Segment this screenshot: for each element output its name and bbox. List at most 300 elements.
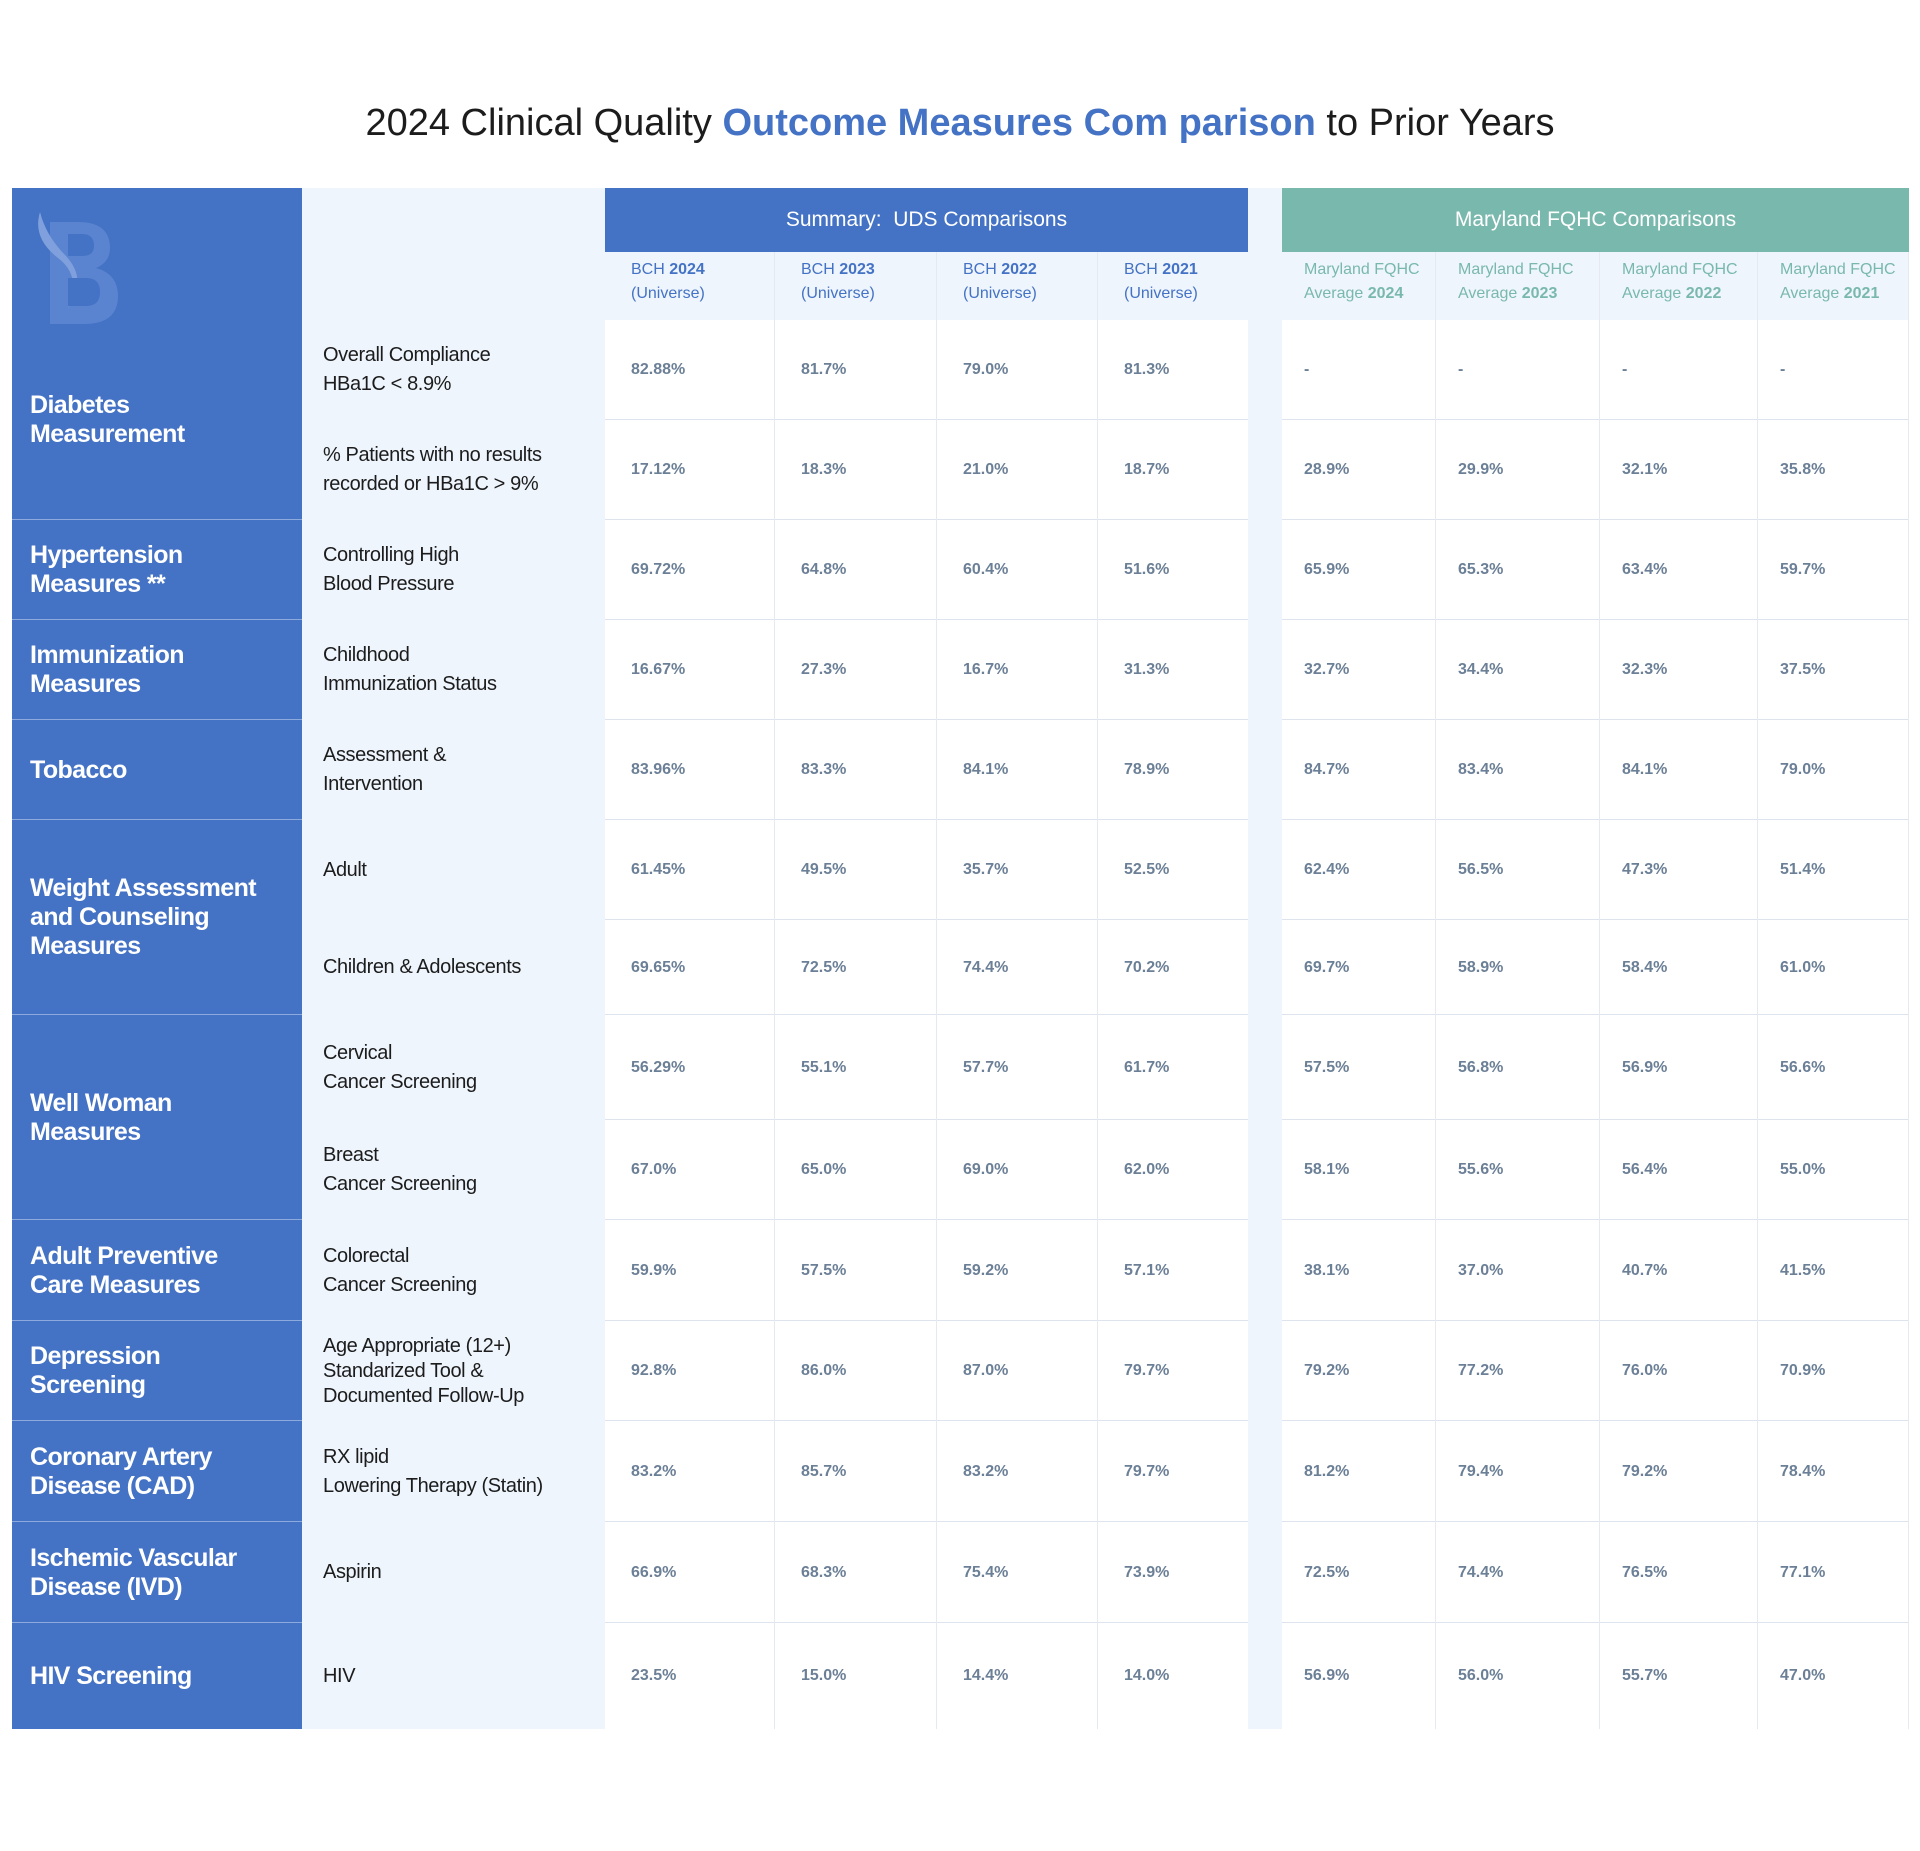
md-value-cell [1758, 1321, 1909, 1421]
cell-value: 84.1% [1622, 761, 1668, 778]
md-value-cell [1758, 420, 1909, 520]
cell-value: - [1622, 361, 1628, 378]
cell-value: 81.7% [801, 361, 847, 378]
column-header-label: Average [1458, 285, 1522, 302]
measure-label-text [323, 856, 367, 885]
md-column-header-2022 [1600, 252, 1758, 320]
measure-label [302, 920, 605, 1015]
md-value-cell [1758, 1421, 1909, 1522]
md-value-cell [1758, 320, 1909, 420]
cell-value: 59.9% [631, 1261, 677, 1279]
title-highlight: Outcome Measures Com parison [722, 102, 1316, 144]
cell-value: 32.7% [1304, 661, 1350, 678]
cell-value: 31.3% [1124, 661, 1170, 678]
measure-label [302, 820, 605, 920]
measure-label-text [323, 1334, 524, 1409]
category-label-text [30, 1544, 237, 1602]
cell-value: 62.0% [1124, 1161, 1170, 1178]
column-header-suffix: (Universe) [963, 285, 1037, 302]
cell-value: 78.9% [1124, 761, 1170, 778]
category-label [12, 1321, 302, 1421]
md-column-header-2024 [1282, 252, 1436, 320]
measure-line: Controlling High [323, 544, 459, 566]
cell-value: 68.3% [801, 1563, 847, 1581]
measure-line: Aspirin [323, 1561, 382, 1583]
column-header-year: 2024 [1367, 285, 1404, 302]
row-divider [605, 1219, 1248, 1220]
row-divider [1282, 719, 1909, 720]
cell-value: 61.7% [1124, 1058, 1170, 1076]
measure-line: HBa1C < 8.9% [323, 373, 452, 395]
md-value-cell [1600, 920, 1758, 1015]
md-value-cell [1758, 1120, 1909, 1220]
cell-value: 56.6% [1780, 1058, 1826, 1076]
md-value-cell [1282, 1421, 1436, 1522]
measure-line: Lowering Therapy (Statin) [323, 1474, 543, 1497]
md-value-cell [1600, 1522, 1758, 1623]
md-value-cell [1600, 1220, 1758, 1321]
md-value-cell [1600, 320, 1758, 420]
uds-value-cell [1098, 820, 1248, 920]
measure-line: Children & Adolescents [323, 956, 521, 978]
category-label-text [30, 1342, 160, 1400]
row-divider [605, 719, 1248, 720]
measure-label [302, 1522, 605, 1623]
uds-value-cell [605, 1120, 775, 1220]
row-divider [605, 1320, 1248, 1321]
column-header-line [963, 258, 1098, 282]
uds-value-cell [937, 620, 1098, 720]
uds-value-cell [775, 920, 937, 1015]
md-value-cell [1758, 1015, 1909, 1120]
md-value-cell [1600, 820, 1758, 920]
md-value-cell [1600, 720, 1758, 820]
measure-line: Immunization Status [323, 673, 497, 695]
category-line: Measures [30, 1117, 141, 1146]
column-header-prefix: Maryland FQHC [1780, 261, 1896, 278]
column-header-line [1304, 282, 1436, 306]
cell-value: 69.72% [631, 561, 686, 578]
column-divider [1757, 252, 1758, 1729]
cell-value: 69.0% [963, 1161, 1009, 1178]
md-value-cell [1436, 520, 1600, 620]
md-value-cell [1758, 1623, 1909, 1729]
category-line: Depression [30, 1342, 161, 1370]
column-header-line [1458, 282, 1600, 306]
category-divider [12, 1219, 302, 1220]
md-value-cell [1758, 920, 1909, 1015]
measure-label-text [323, 741, 446, 799]
column-divider [1599, 252, 1600, 1729]
md-value-cell [1600, 1015, 1758, 1120]
category-line: Disease (CAD) [30, 1471, 195, 1500]
category-line: Care Measures [30, 1270, 201, 1299]
measure-label-text [323, 341, 490, 399]
cell-value: 47.3% [1622, 861, 1668, 878]
uds-value-cell [775, 1220, 937, 1321]
category-label [12, 1015, 302, 1220]
cell-value: 86.0% [801, 1362, 847, 1379]
column-header-prefix: BCH [631, 261, 670, 278]
md-value-cell [1436, 1421, 1600, 1522]
column-header-year: 2023 [839, 261, 875, 278]
category-line: Weight Assessment [30, 874, 256, 902]
cell-value: 58.9% [1458, 958, 1504, 976]
column-header-year: 2023 [1521, 285, 1558, 302]
uds-value-cell [937, 1321, 1098, 1421]
category-label [12, 520, 302, 620]
cell-value: 87.0% [963, 1362, 1009, 1379]
cell-value: 56.5% [1458, 861, 1504, 878]
cell-value: 63.4% [1622, 561, 1668, 578]
category-label-text [30, 1443, 212, 1501]
column-header-year: 2021 [1162, 261, 1198, 278]
md-value-cell [1600, 620, 1758, 720]
category-line: Hypertension [30, 541, 183, 569]
cell-value: 41.5% [1780, 1261, 1826, 1279]
column-header-line [1458, 258, 1600, 282]
column-header-label: Average [1780, 285, 1844, 302]
md-value-cell [1282, 920, 1436, 1015]
uds-value-cell [605, 1421, 775, 1522]
column-header-line [1304, 258, 1436, 282]
cell-value: - [1780, 361, 1786, 378]
measure-label [302, 1220, 605, 1321]
cell-value: 78.4% [1780, 1462, 1826, 1480]
measure-line: Breast [323, 1144, 379, 1166]
md-value-cell [1600, 1120, 1758, 1220]
md-value-cell [1600, 1321, 1758, 1421]
category-divider [12, 1320, 302, 1321]
column-header-prefix: Maryland FQHC [1458, 261, 1574, 278]
md-value-cell [1758, 720, 1909, 820]
uds-column-header-2021 [1098, 252, 1248, 320]
uds-value-cell [1098, 1522, 1248, 1623]
cell-value: 57.7% [963, 1058, 1009, 1076]
cell-value: 79.0% [1780, 761, 1826, 778]
md-value-cell [1600, 520, 1758, 620]
uds-value-cell [775, 520, 937, 620]
row-divider [1282, 619, 1909, 620]
category-label [12, 820, 302, 1015]
uds-value-cell [1098, 1120, 1248, 1220]
row-divider [1282, 1219, 1909, 1220]
category-divider [12, 1014, 302, 1015]
uds-value-cell [605, 720, 775, 820]
uds-value-cell [775, 720, 937, 820]
cell-value: 56.0% [1458, 1667, 1504, 1684]
row-divider [605, 1119, 1248, 1120]
cell-value: 76.5% [1622, 1563, 1668, 1581]
category-divider [12, 1521, 302, 1522]
uds-value-cell [1098, 1321, 1248, 1421]
uds-value-cell [937, 1120, 1098, 1220]
measure-line: Adult [323, 858, 367, 881]
cell-value: 74.4% [963, 958, 1009, 976]
row-divider [1282, 1014, 1909, 1015]
cell-value: 47.0% [1780, 1667, 1826, 1684]
column-header-line [1780, 258, 1909, 282]
cell-value: 28.9% [1304, 461, 1350, 478]
cell-value: 77.1% [1780, 1563, 1826, 1581]
category-label-text [30, 391, 185, 449]
column-header-year: 2021 [1843, 285, 1880, 302]
cell-value: 55.6% [1458, 1161, 1504, 1178]
column-header-line [963, 282, 1098, 306]
cell-value: 37.0% [1458, 1261, 1504, 1279]
md-value-cell [1282, 520, 1436, 620]
cell-value: 79.0% [963, 361, 1009, 378]
column-header-line [1622, 258, 1758, 282]
category-line: Ischemic Vascular [30, 1543, 237, 1572]
cell-value: 57.5% [1304, 1058, 1350, 1076]
cell-value: 59.2% [963, 1261, 1009, 1279]
cell-value: - [1304, 361, 1310, 378]
md-value-cell [1436, 620, 1600, 720]
uds-value-cell [1098, 520, 1248, 620]
md-column-header-2021 [1758, 252, 1909, 320]
category-line: Well Woman [30, 1088, 172, 1117]
measure-label [302, 1015, 605, 1120]
md-value-cell [1436, 1522, 1600, 1623]
cell-value: 34.4% [1458, 661, 1504, 678]
uds-value-cell [775, 420, 937, 520]
md-value-cell [1436, 1623, 1600, 1729]
cell-value: 70.9% [1780, 1362, 1826, 1379]
cell-value: 55.0% [1780, 1161, 1826, 1178]
row-divider [605, 919, 1248, 920]
cell-value: 57.1% [1124, 1261, 1170, 1279]
md-header-label: Maryland FQHC Comparisons [1454, 208, 1737, 231]
uds-column-header-2024 [605, 252, 775, 320]
maryland-comparisons-header [1282, 188, 1909, 252]
md-value-cell [1282, 1015, 1436, 1120]
cell-value: 49.5% [801, 861, 847, 878]
md-value-cell [1282, 1220, 1436, 1321]
row-divider [1282, 519, 1909, 520]
measure-line: Cancer Screening [323, 1173, 477, 1195]
column-header-suffix: (Universe) [631, 285, 705, 302]
measure-label [302, 1321, 605, 1421]
uds-value-cell [605, 420, 775, 520]
uds-value-cell [775, 820, 937, 920]
uds-value-cell [1098, 1421, 1248, 1522]
column-divider [774, 252, 775, 1729]
cell-value: 83.96% [631, 761, 686, 778]
measure-label-text [323, 1242, 477, 1300]
md-value-cell [1436, 320, 1600, 420]
uds-value-cell [937, 1015, 1098, 1120]
uds-value-cell [937, 1220, 1098, 1321]
cell-value: 21.0% [963, 461, 1009, 478]
category-divider [12, 719, 302, 720]
column-header-line [801, 258, 937, 282]
measure-label [302, 420, 605, 520]
column-header-label: Average [1622, 285, 1686, 302]
category-line: Immunization [30, 641, 184, 669]
cell-value: 56.4% [1622, 1161, 1668, 1178]
column-header-prefix: BCH [963, 261, 1002, 278]
measure-label-text [323, 1443, 543, 1501]
row-divider [605, 1014, 1248, 1015]
cell-value: 14.4% [963, 1667, 1009, 1684]
cell-value: 18.7% [1124, 461, 1170, 478]
cell-value: 17.12% [631, 461, 686, 478]
category-divider [12, 1622, 302, 1623]
cell-value: 70.2% [1124, 958, 1170, 976]
md-value-cell [1436, 1120, 1600, 1220]
md-column-header-2023 [1436, 252, 1600, 320]
measure-line: RX lipid [323, 1445, 389, 1468]
measure-line: Overall Compliance [323, 344, 491, 366]
cell-value: 65.3% [1458, 561, 1504, 578]
measure-line: recorded or HBa1C > 9% [323, 473, 539, 495]
column-divider [936, 252, 937, 1729]
md-value-cell [1758, 1522, 1909, 1623]
cell-value: 40.7% [1622, 1261, 1668, 1279]
uds-value-cell [775, 620, 937, 720]
cell-value: 15.0% [801, 1667, 847, 1684]
logo-icon [28, 208, 124, 326]
uds-value-cell [775, 1623, 937, 1729]
measure-line: Childhood [323, 644, 410, 666]
uds-value-cell [775, 1321, 937, 1421]
uds-header-label: Summary: UDS Comparisons [785, 208, 1068, 231]
category-line: Measures [30, 932, 141, 960]
uds-value-cell [775, 1120, 937, 1220]
measure-label-text [323, 1662, 355, 1691]
cell-value: 32.1% [1622, 461, 1668, 478]
category-label-text [30, 874, 256, 961]
cell-value: 37.5% [1780, 661, 1826, 678]
cell-value: 58.1% [1304, 1161, 1350, 1178]
column-header-year: 2022 [1685, 285, 1722, 302]
cell-value: 79.2% [1304, 1362, 1350, 1379]
measure-line: Intervention [323, 773, 423, 795]
cell-value: 38.1% [1304, 1261, 1350, 1279]
uds-value-cell [605, 620, 775, 720]
column-divider [1908, 252, 1909, 1729]
measure-line: Cancer Screening [323, 1273, 477, 1296]
column-header-line [801, 282, 937, 306]
row-divider [1282, 1622, 1909, 1623]
md-value-cell [1282, 1623, 1436, 1729]
cell-value: 79.4% [1458, 1462, 1504, 1480]
cell-value: 61.0% [1780, 958, 1826, 976]
category-divider [12, 519, 302, 520]
cell-value: 65.9% [1304, 561, 1350, 578]
md-value-cell [1758, 520, 1909, 620]
cell-value: - [1458, 361, 1464, 378]
column-header-line [1780, 282, 1909, 306]
md-value-cell [1282, 320, 1436, 420]
uds-comparisons-header [605, 188, 1248, 252]
md-value-cell [1436, 420, 1600, 520]
cell-value: 69.7% [1304, 958, 1350, 976]
md-value-cell [1282, 620, 1436, 720]
cell-value: 64.8% [801, 561, 847, 578]
cell-value: 51.6% [1124, 561, 1170, 578]
cell-value: 83.2% [631, 1462, 677, 1480]
cell-value: 79.7% [1124, 1362, 1170, 1379]
md-value-cell [1758, 620, 1909, 720]
uds-value-cell [937, 320, 1098, 420]
md-value-cell [1758, 1220, 1909, 1321]
category-label [12, 320, 302, 520]
cell-value: 84.1% [963, 761, 1009, 778]
uds-value-cell [937, 820, 1098, 920]
column-header-prefix: Maryland FQHC [1622, 261, 1738, 278]
md-value-cell [1436, 1220, 1600, 1321]
cell-value: 73.9% [1124, 1563, 1170, 1581]
md-value-cell [1282, 720, 1436, 820]
cell-value: 72.5% [1304, 1563, 1350, 1581]
row-divider [1282, 919, 1909, 920]
uds-column-header-2023 [775, 252, 937, 320]
md-value-cell [1282, 1120, 1436, 1220]
category-line: Measures ** [30, 570, 166, 598]
page-title [0, 102, 1920, 145]
category-line: Diabetes [30, 391, 130, 419]
uds-value-cell [605, 1522, 775, 1623]
cell-value: 85.7% [801, 1462, 847, 1480]
uds-column-header-2022 [937, 252, 1098, 320]
cell-value: 83.3% [801, 761, 847, 778]
column-divider [1435, 252, 1436, 1729]
category-label [12, 1421, 302, 1522]
measure-line: Cancer Screening [323, 1070, 477, 1093]
category-line: Disease (IVD) [30, 1572, 182, 1601]
cell-value: 79.2% [1622, 1462, 1668, 1480]
measure-line: Age Appropriate (12+) [323, 1334, 511, 1357]
category-label [12, 1623, 302, 1729]
uds-value-cell [937, 920, 1098, 1015]
category-label-text [30, 541, 183, 599]
category-line: Screening [30, 1371, 146, 1399]
cell-value: 51.4% [1780, 861, 1826, 878]
row-divider [1282, 1521, 1909, 1522]
cell-value: 69.65% [631, 958, 686, 976]
cell-value: 84.7% [1304, 761, 1350, 778]
uds-value-cell [1098, 420, 1248, 520]
measure-line: Colorectal [323, 1244, 410, 1267]
cell-value: 81.2% [1304, 1462, 1350, 1480]
uds-value-cell [605, 820, 775, 920]
cell-value: 56.9% [1622, 1058, 1668, 1076]
uds-value-cell [775, 1522, 937, 1623]
measure-label-text [323, 1039, 477, 1097]
uds-value-cell [775, 320, 937, 420]
cell-value: 61.45% [631, 861, 686, 878]
category-label [12, 1522, 302, 1623]
comparison-table [12, 188, 1909, 1729]
cell-value: 55.7% [1622, 1667, 1668, 1684]
md-value-cell [1436, 920, 1600, 1015]
md-value-cell [1282, 1522, 1436, 1623]
column-divider [1097, 252, 1098, 1729]
md-value-cell [1436, 820, 1600, 920]
row-divider [1282, 419, 1909, 420]
column-header-line [631, 258, 775, 282]
uds-value-cell [1098, 720, 1248, 820]
uds-value-cell [1098, 1015, 1248, 1120]
md-value-cell [1600, 1623, 1758, 1729]
cell-value: 56.8% [1458, 1058, 1504, 1076]
row-divider [1282, 1420, 1909, 1421]
uds-value-cell [605, 1623, 775, 1729]
cell-value: 52.5% [1124, 861, 1170, 878]
measure-label [302, 520, 605, 620]
